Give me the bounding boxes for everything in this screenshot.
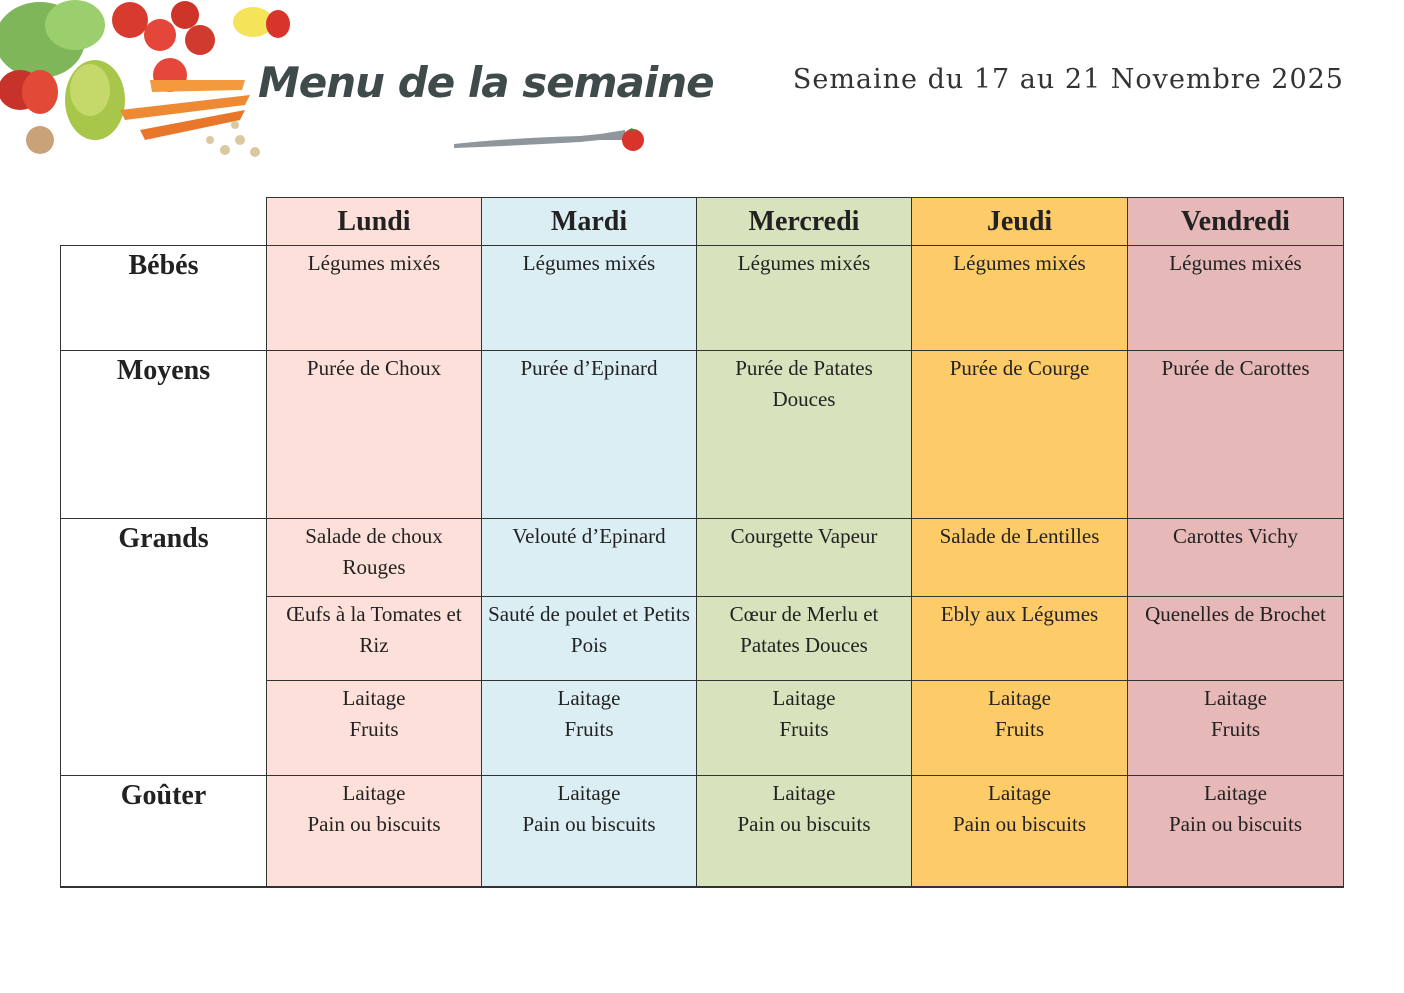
week-label: Semaine du 17 au 21 Novembre 2025 xyxy=(792,64,1344,95)
menu-cell xyxy=(1128,351,1344,519)
menu-cell xyxy=(697,519,912,597)
dish-text: Pain ou biscuits xyxy=(307,812,441,836)
dish-text: Laitage xyxy=(342,686,406,710)
menu-cell xyxy=(1128,246,1344,351)
menu-cell xyxy=(697,681,912,776)
dish-text: Pain ou biscuits xyxy=(522,812,656,836)
menu-cell xyxy=(697,597,912,681)
menu-row-bebes xyxy=(61,246,1344,351)
dish-text: Purée de Choux xyxy=(306,356,442,380)
page-title: Menu de la semaine xyxy=(258,58,714,107)
dish-text: Légumes mixés xyxy=(522,251,656,275)
menu-cell xyxy=(267,776,482,888)
menu-cell xyxy=(267,519,482,597)
dish-text: Œufs à la Tomates et Riz xyxy=(286,602,462,657)
menu-cell xyxy=(482,597,697,681)
dish-text: Purée de Patates Douces xyxy=(735,356,873,411)
dish-text: Légumes mixés xyxy=(737,251,871,275)
dish-text: Laitage xyxy=(988,781,1051,805)
dish-text: Velouté d’Epinard xyxy=(512,524,666,548)
menu-cell xyxy=(482,776,697,888)
dish-text: Carottes Vichy xyxy=(1173,524,1298,548)
dish-text: Légumes mixés xyxy=(953,251,1086,275)
dish-text: Pain ou biscuits xyxy=(952,812,1086,836)
table-bottom-rule xyxy=(60,886,1343,887)
dish-text: Cœur de Merlu et Patates Douces xyxy=(729,602,879,657)
menu-cell xyxy=(697,351,912,519)
dish-text: Légumes mixés xyxy=(1169,251,1302,275)
dish-text: Purée de Carottes xyxy=(1161,356,1310,380)
menu-cell xyxy=(1128,681,1344,776)
fork-tomato-icon xyxy=(450,120,650,156)
vegetables-illustration-icon xyxy=(0,0,300,170)
dish-text: Quenelles de Brochet xyxy=(1145,602,1326,626)
dish-text: Laitage xyxy=(1204,686,1267,710)
dish-text: Salade de Lentilles xyxy=(939,524,1100,548)
dish-text: Légumes mixés xyxy=(307,251,441,275)
dish-text: Fruits xyxy=(349,717,399,741)
day-header-mercredi: Mercredi xyxy=(697,198,912,246)
dish-text: Courgette Vapeur xyxy=(730,524,878,548)
day-header-mardi: Mardi xyxy=(482,198,697,246)
menu-cell xyxy=(697,776,912,888)
dish-text: Purée de Courge xyxy=(949,356,1090,380)
dish-text: Pain ou biscuits xyxy=(737,812,871,836)
dish-text: Laitage xyxy=(772,686,836,710)
dish-text: Laitage xyxy=(772,781,836,805)
dish-text: Fruits xyxy=(994,717,1044,741)
menu-cell xyxy=(482,351,697,519)
dish-text: Fruits xyxy=(1210,717,1260,741)
dish-text: Fruits xyxy=(564,717,614,741)
dish-text: Pain ou biscuits xyxy=(1168,812,1302,836)
dish-text: Ebly aux Légumes xyxy=(940,602,1099,626)
group-label-moyens: Moyens xyxy=(61,351,267,519)
menu-cell xyxy=(482,246,697,351)
menu-row-moyens xyxy=(61,351,1344,519)
dish-text: Salade de choux Rouges xyxy=(305,524,443,579)
dish-text: Laitage xyxy=(988,686,1051,710)
menu-cell xyxy=(912,681,1128,776)
dish-text: Laitage xyxy=(1204,781,1267,805)
menu-row-gouter xyxy=(61,776,1344,888)
dish-text: Laitage xyxy=(342,781,406,805)
menu-cell xyxy=(912,776,1128,888)
menu-cell xyxy=(912,246,1128,351)
day-header-lundi: Lundi xyxy=(267,198,482,246)
menu-cell xyxy=(267,681,482,776)
group-label-bebes: Bébés xyxy=(61,246,267,351)
menu-cell xyxy=(697,246,912,351)
menu-cell xyxy=(482,681,697,776)
menu-row-grands-entree xyxy=(61,519,1344,597)
menu-table xyxy=(60,197,1344,888)
menu-cell xyxy=(482,519,697,597)
table-corner xyxy=(61,198,267,246)
menu-cell xyxy=(1128,597,1344,681)
menu-cell xyxy=(1128,519,1344,597)
menu-cell xyxy=(912,519,1128,597)
menu-cell xyxy=(267,597,482,681)
dish-text: Purée d’Epinard xyxy=(520,356,658,380)
menu-cell xyxy=(912,351,1128,519)
dish-text: Fruits xyxy=(779,717,829,741)
day-header-vendredi: Vendredi xyxy=(1128,198,1344,246)
day-header-jeudi: Jeudi xyxy=(912,198,1128,246)
menu-cell xyxy=(267,351,482,519)
menu-cell xyxy=(267,246,482,351)
group-label-grands: Grands xyxy=(61,519,267,776)
dish-text: Sauté de poulet et Petits Pois xyxy=(488,602,690,657)
dish-text: Laitage xyxy=(557,686,621,710)
day-header-row xyxy=(61,198,1344,246)
menu-cell xyxy=(912,597,1128,681)
menu-cell xyxy=(1128,776,1344,888)
dish-text: Laitage xyxy=(557,781,621,805)
group-label-gouter: Goûter xyxy=(61,776,267,888)
